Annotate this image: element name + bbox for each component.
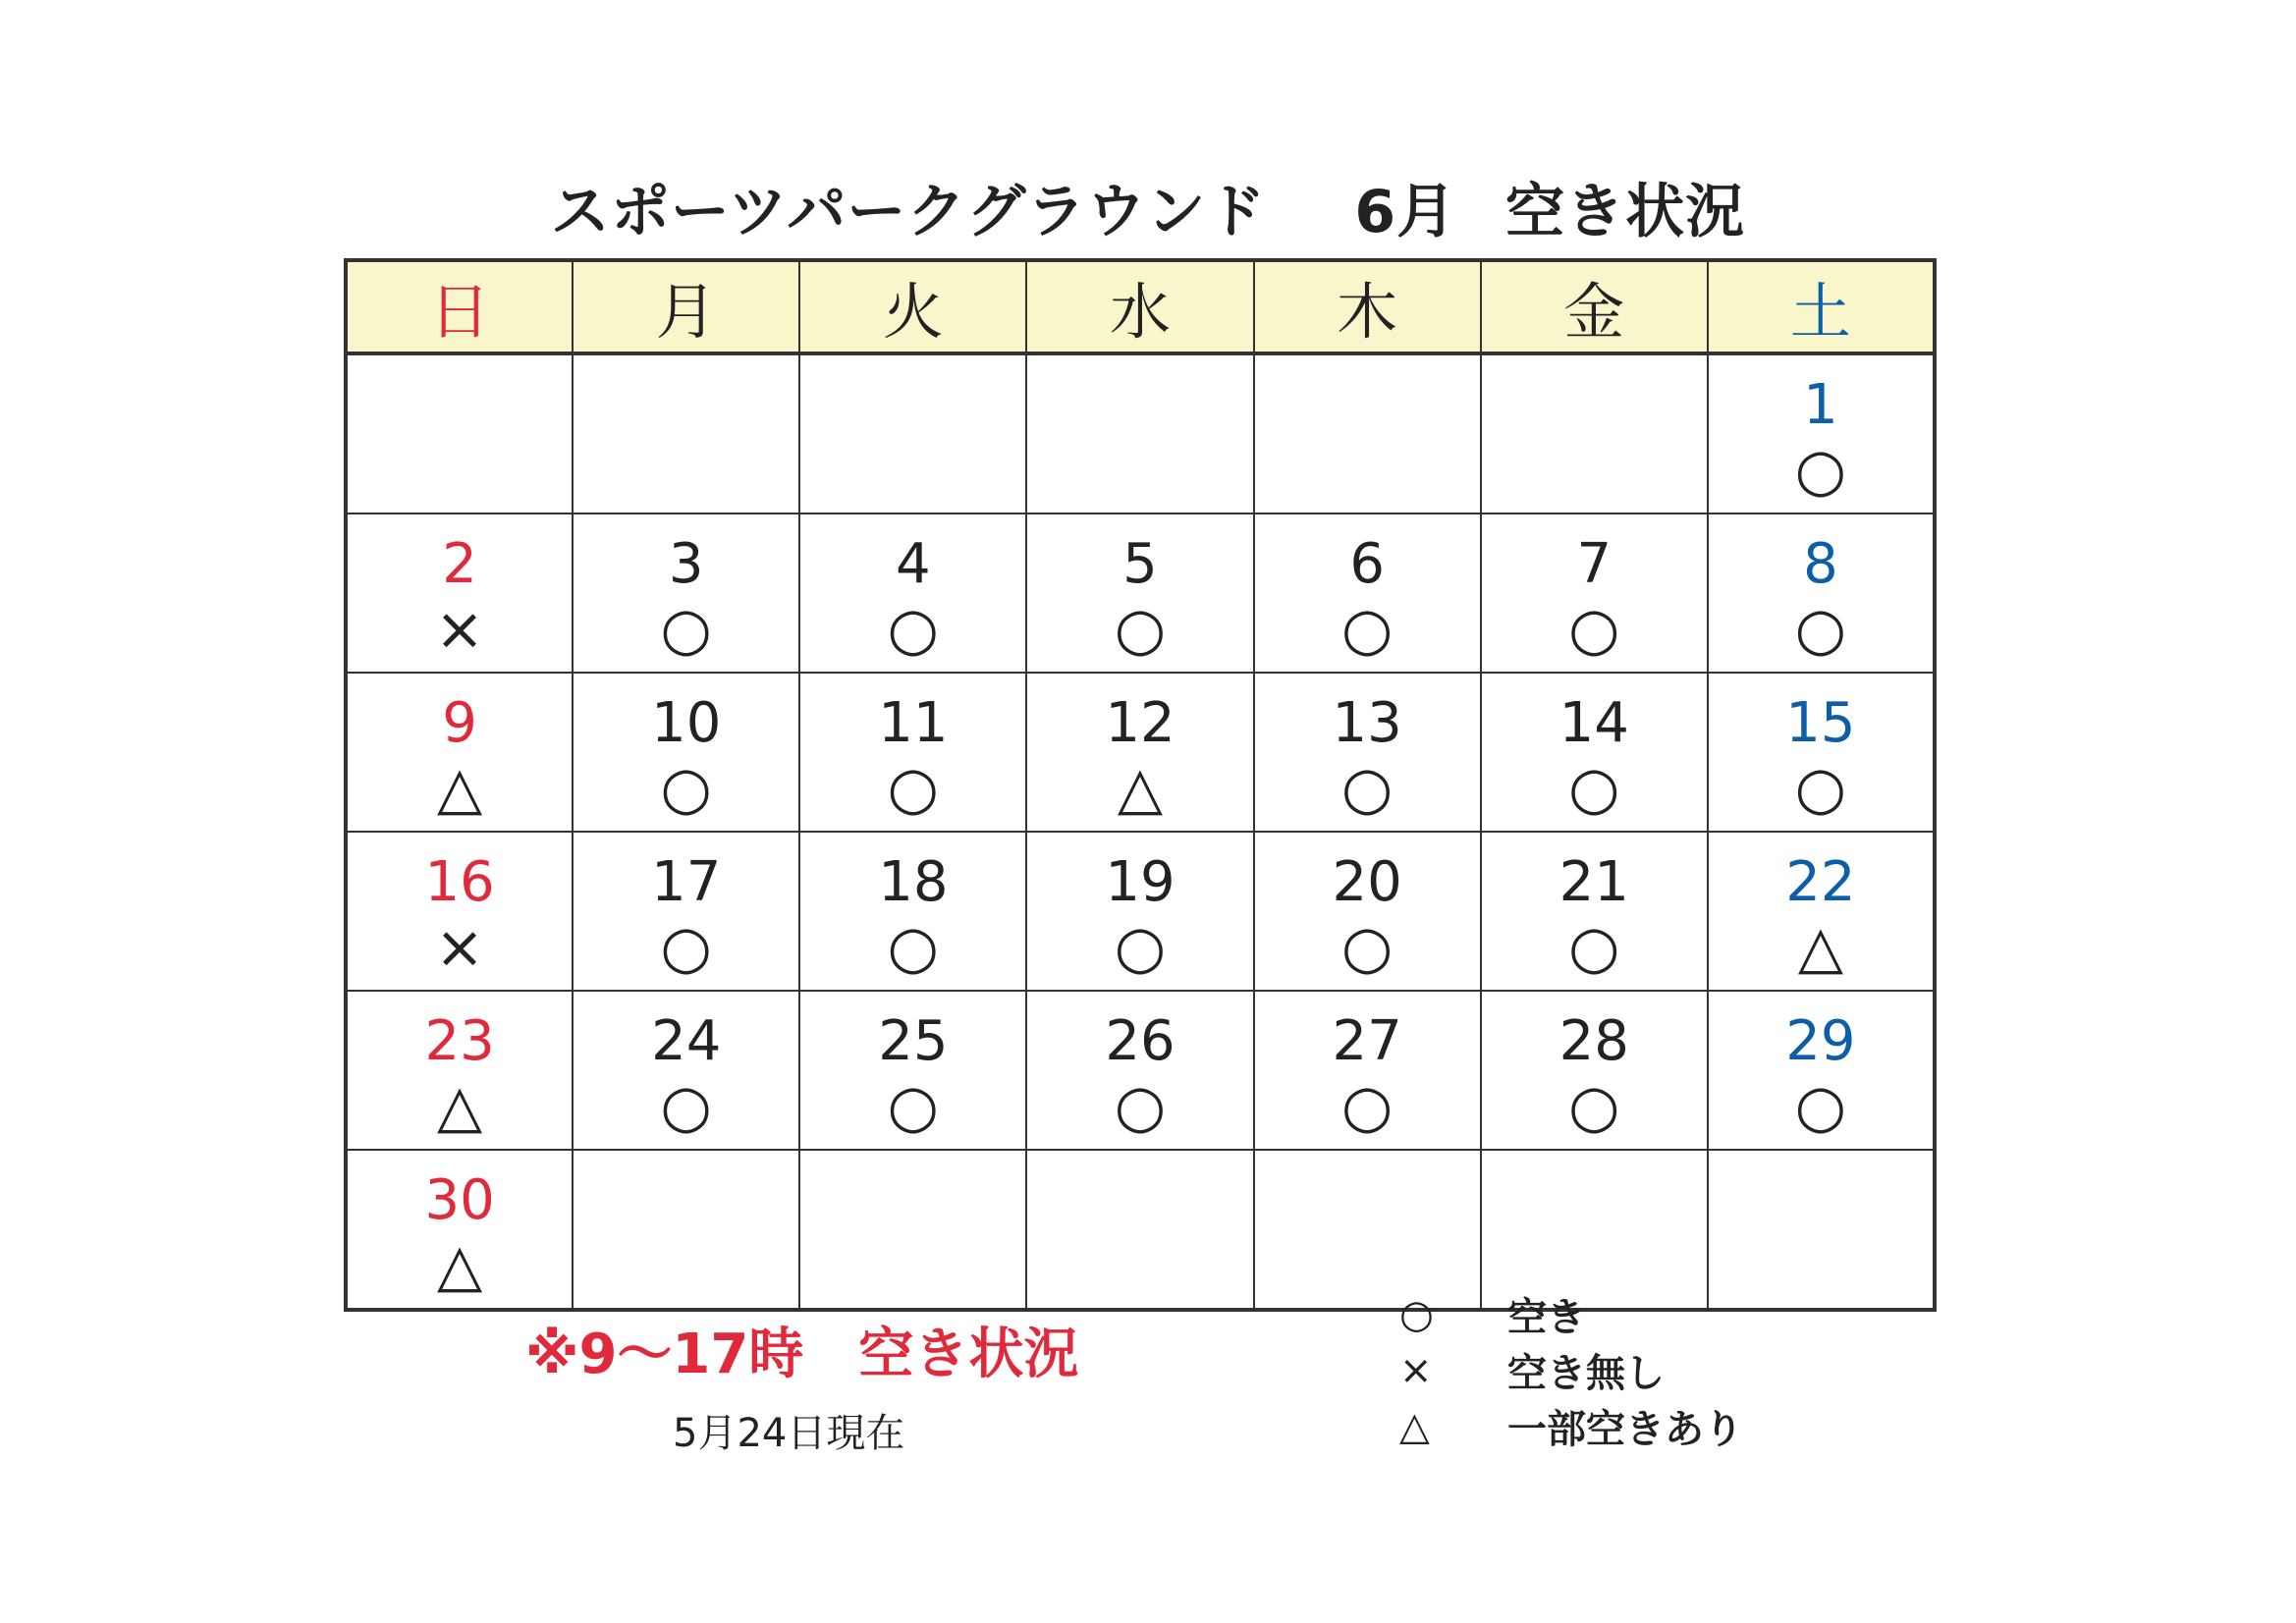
availability-mark: ○ bbox=[1340, 754, 1394, 823]
calendar-day-cell bbox=[573, 353, 799, 514]
day-number: 18 bbox=[878, 850, 949, 914]
calendar-day-cell bbox=[1254, 673, 1481, 832]
day-number: 25 bbox=[878, 1009, 949, 1073]
legend-item-available bbox=[1399, 1286, 1743, 1342]
status-label: 空き状況 bbox=[1505, 178, 1746, 246]
availability-mark: ○ bbox=[1568, 595, 1620, 664]
availability-mark: ○ bbox=[1568, 913, 1620, 982]
calendar-day-cell bbox=[1481, 353, 1708, 514]
calendar-day-cell bbox=[1254, 991, 1481, 1150]
calendar-day-cell bbox=[1026, 514, 1253, 673]
calendar-day-cell bbox=[1708, 514, 1935, 673]
weekday-sun: 日 bbox=[346, 260, 573, 353]
availability-mark: ○ bbox=[887, 595, 940, 664]
availability-mark: ○ bbox=[660, 754, 712, 823]
day-number: 2 bbox=[442, 532, 477, 596]
calendar-day-cell bbox=[573, 1150, 799, 1310]
availability-mark: ○ bbox=[1340, 595, 1394, 664]
day-number: 6 bbox=[1349, 532, 1385, 596]
calendar-day-cell bbox=[1708, 832, 1935, 991]
day-number: 24 bbox=[651, 1009, 722, 1073]
availability-mark: ○ bbox=[1114, 595, 1167, 664]
cross-icon: × bbox=[1399, 1347, 1433, 1393]
weekday-wed: 水 bbox=[1026, 260, 1253, 353]
calendar-day-cell bbox=[1708, 991, 1935, 1150]
day-number: 4 bbox=[896, 532, 931, 596]
day-number: 29 bbox=[1785, 1009, 1856, 1073]
hours-note: ※9～17時 空き状況 bbox=[525, 1323, 1079, 1386]
availability-mark: × bbox=[434, 595, 485, 664]
availability-mark: × bbox=[434, 913, 485, 982]
availability-mark: ○ bbox=[1794, 595, 1847, 664]
availability-mark: ○ bbox=[660, 1072, 712, 1141]
calendar-week-row bbox=[346, 991, 1935, 1150]
day-number: 21 bbox=[1558, 850, 1629, 914]
page-title bbox=[0, 165, 2296, 249]
day-number: 16 bbox=[424, 850, 495, 914]
calendar-week-row bbox=[346, 832, 1935, 991]
calendar-day-cell bbox=[799, 514, 1026, 673]
availability-mark: ○ bbox=[1794, 436, 1847, 505]
availability-mark: ○ bbox=[1114, 1072, 1167, 1141]
facility-name: スポーツパークグラウンド bbox=[550, 178, 1267, 246]
availability-mark: ○ bbox=[660, 913, 712, 982]
calendar-day-cell bbox=[1481, 514, 1708, 673]
day-number: 23 bbox=[424, 1009, 495, 1073]
day-number: 1 bbox=[1803, 373, 1838, 437]
availability-mark: ○ bbox=[887, 754, 940, 823]
calendar-day-cell bbox=[1708, 353, 1935, 514]
availability-mark: ○ bbox=[887, 913, 940, 982]
day-number: 19 bbox=[1105, 850, 1175, 914]
availability-mark: ○ bbox=[660, 595, 712, 664]
calendar-day-cell bbox=[1254, 353, 1481, 514]
calendar-day-cell bbox=[573, 673, 799, 832]
day-number: 15 bbox=[1785, 691, 1856, 755]
availability-calendar bbox=[344, 258, 1937, 1312]
calendar-week-row bbox=[346, 673, 1935, 832]
calendar-day-cell bbox=[1708, 673, 1935, 832]
calendar-day-cell bbox=[1026, 991, 1253, 1150]
calendar-day-cell bbox=[1481, 832, 1708, 991]
weekday-fri: 金 bbox=[1481, 260, 1708, 353]
calendar-day-cell bbox=[346, 832, 573, 991]
weekday-mon: 月 bbox=[573, 260, 799, 353]
calendar-day-cell bbox=[1026, 832, 1253, 991]
availability-mark: △ bbox=[436, 1231, 483, 1300]
calendar-day-cell bbox=[1254, 514, 1481, 673]
availability-mark: ○ bbox=[1114, 913, 1167, 982]
legend-label: 一部空きあり bbox=[1507, 1407, 1743, 1452]
day-number: 11 bbox=[878, 691, 949, 755]
day-number: 5 bbox=[1122, 532, 1158, 596]
calendar-day-cell bbox=[1026, 353, 1253, 514]
day-number: 10 bbox=[651, 691, 722, 755]
day-number: 7 bbox=[1576, 532, 1613, 596]
legend-label: 空き無し bbox=[1507, 1351, 1665, 1396]
weekday-tue: 火 bbox=[799, 260, 1026, 353]
availability-mark: △ bbox=[1797, 913, 1843, 982]
availability-mark: ○ bbox=[1340, 913, 1394, 982]
legend-item-unavailable bbox=[1399, 1342, 1743, 1398]
availability-mark: △ bbox=[1117, 754, 1164, 823]
calendar-day-cell bbox=[573, 514, 799, 673]
day-number: 22 bbox=[1785, 850, 1856, 914]
day-number: 8 bbox=[1803, 532, 1838, 596]
weekday-thu: 木 bbox=[1254, 260, 1481, 353]
day-number: 30 bbox=[424, 1168, 495, 1232]
availability-mark: ○ bbox=[1568, 1072, 1620, 1141]
availability-mark: ○ bbox=[1568, 754, 1620, 823]
day-number: 14 bbox=[1558, 691, 1629, 755]
day-number: 9 bbox=[442, 691, 477, 755]
calendar-week-row bbox=[346, 353, 1935, 514]
availability-mark: ○ bbox=[1794, 754, 1847, 823]
as-of-date: 5月24日現在 bbox=[673, 1411, 905, 1456]
legend-label: 空き bbox=[1507, 1295, 1586, 1340]
calendar-day-cell bbox=[573, 832, 799, 991]
legend bbox=[1399, 1286, 1743, 1454]
weekday-header-row bbox=[346, 260, 1935, 353]
availability-mark: ○ bbox=[1794, 1072, 1847, 1141]
day-number: 3 bbox=[668, 532, 704, 596]
calendar-day-cell bbox=[346, 514, 573, 673]
availability-mark: △ bbox=[436, 1072, 483, 1141]
calendar-day-cell bbox=[573, 991, 799, 1150]
calendar-week-row bbox=[346, 514, 1935, 673]
calendar-day-cell bbox=[799, 991, 1026, 1150]
day-number: 20 bbox=[1332, 850, 1402, 914]
calendar-day-cell bbox=[799, 673, 1026, 832]
month-label: 6月 bbox=[1354, 178, 1457, 246]
day-number: 28 bbox=[1558, 1009, 1629, 1073]
calendar-day-cell bbox=[799, 832, 1026, 991]
day-number: 27 bbox=[1332, 1009, 1402, 1073]
calendar-day-cell bbox=[346, 673, 573, 832]
availability-mark: ○ bbox=[1340, 1072, 1394, 1141]
calendar-day-cell bbox=[346, 991, 573, 1150]
day-number: 12 bbox=[1105, 691, 1175, 755]
availability-mark: △ bbox=[436, 754, 483, 823]
calendar-day-cell bbox=[1026, 673, 1253, 832]
circle-icon: ○ bbox=[1399, 1291, 1434, 1337]
calendar-day-cell bbox=[799, 353, 1026, 514]
weekday-sat: 土 bbox=[1708, 260, 1935, 353]
calendar-day-cell bbox=[1254, 832, 1481, 991]
calendar-day-cell bbox=[1026, 1150, 1253, 1310]
calendar-day-cell bbox=[1481, 991, 1708, 1150]
triangle-icon: △ bbox=[1399, 1403, 1430, 1449]
calendar-day-cell bbox=[346, 1150, 573, 1310]
calendar-day-cell bbox=[1481, 673, 1708, 832]
availability-mark: ○ bbox=[887, 1072, 940, 1141]
day-number: 13 bbox=[1332, 691, 1402, 755]
legend-item-partial bbox=[1399, 1398, 1743, 1454]
day-number: 17 bbox=[651, 850, 722, 914]
day-number: 26 bbox=[1105, 1009, 1175, 1073]
calendar-day-cell bbox=[799, 1150, 1026, 1310]
calendar-day-cell bbox=[346, 353, 573, 514]
